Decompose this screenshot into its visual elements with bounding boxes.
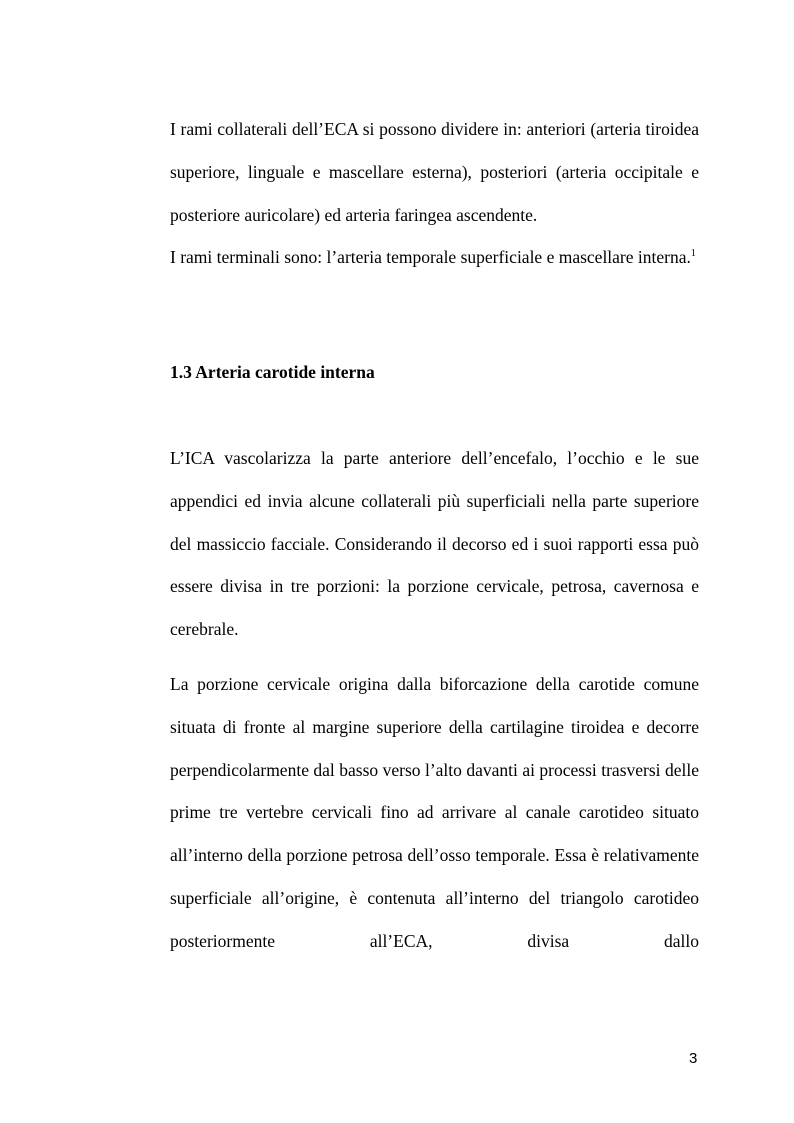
terminal-branches-text: I rami terminali sono: l’arteria temporale superficiale e mascellare interna. [170, 247, 691, 268]
document-body [170, 108, 699, 963]
paragraph-terminal-branches [170, 236, 699, 279]
page-number: 3 [689, 1050, 698, 1067]
paragraph-ica-overview: L’ICA vascolarizza la parte anteriore dell’encefalo, l’occhio e le sue appendici ed invia alcune collaterali più superficiali nella parte superiore del massiccio facciale. Considerando il decorso ed i suoi rapporti essa può essere divisa in tre porzioni: la porzione cervicale, petrosa, cavernosa e cerebrale. [170, 447, 699, 640]
section-heading: 1.3 Arteria carotide interna [170, 362, 375, 383]
section-spacer [170, 279, 699, 351]
paragraph-collateral-branches: I rami collaterali dell’ECA si possono dividere in: anteriori (arteria tiroidea superiore, linguale e mascellare esterna), posteriori (arteria occipitale e posteriore auricolare) ed arteria faringea ascendente. [170, 119, 699, 225]
paragraph-spacer [170, 651, 699, 663]
heading-spacer [170, 394, 699, 437]
footnote-reference[interactable]: 1 [690, 248, 696, 260]
paragraph-cervical-portion: La porzione cervicale origina dalla biforcazione della carotide comune situata di fronte al margine superiore della cartilagine tiroidea e decorre perpendicolarmente dal basso verso l’alto davanti ai processi trasversi delle prime tre vertebre cervicali fino ad arrivare al canale carotideo situato all’interno della porzione petrosa dell’osso temporale. Essa è relativamente superficiale all’origine, è contenuta all’interno del triangolo carotideo posteriormente all’ECA, divisa dallo [170, 673, 699, 951]
